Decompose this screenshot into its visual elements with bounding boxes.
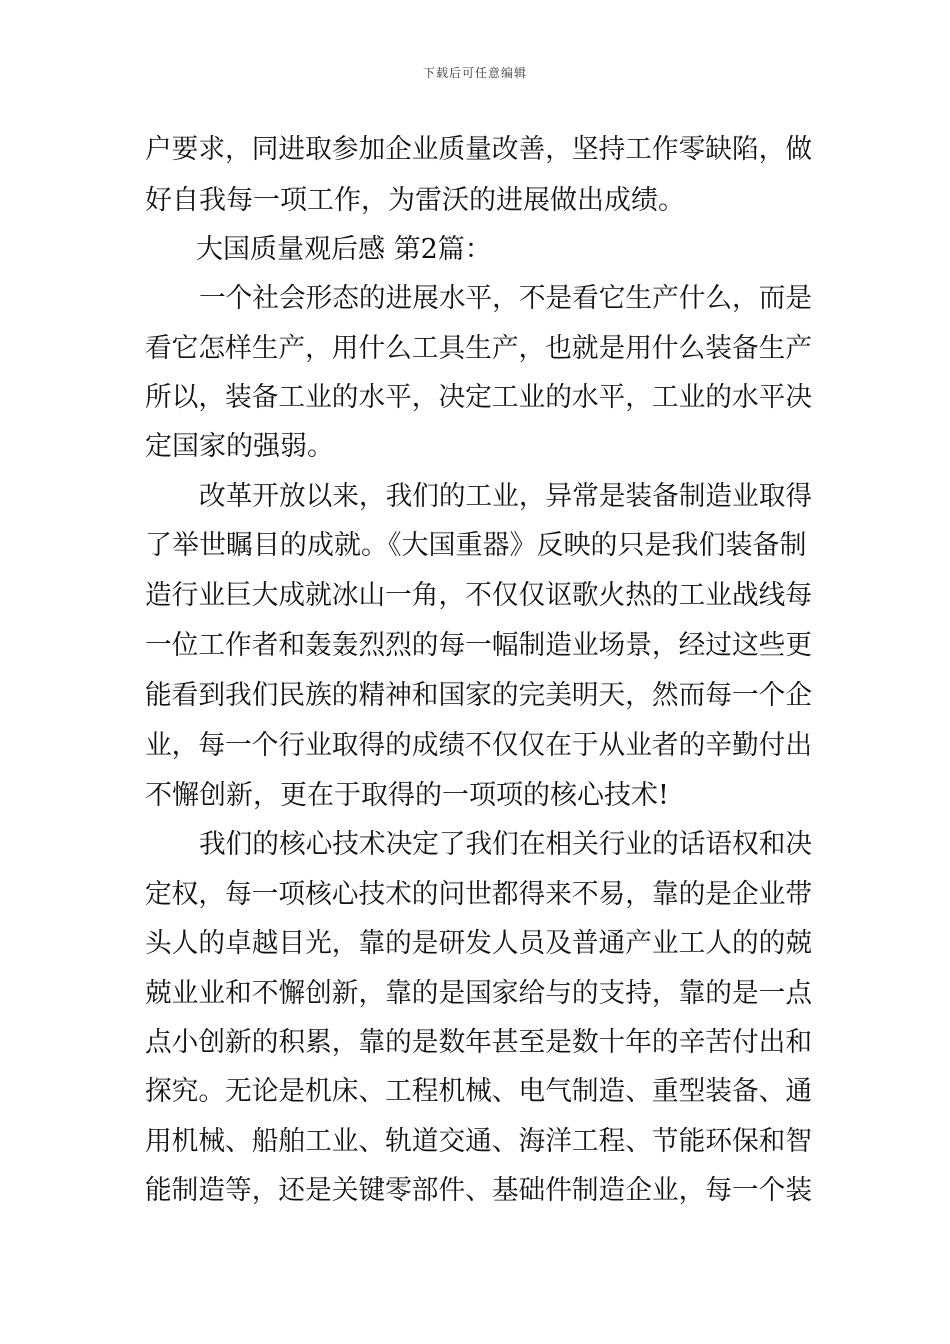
paragraph-line: 能制造等，还是关键零部件、基础件制造企业，每一个装 [145, 1175, 812, 1206]
paragraph-line: 头人的卓越目光，靠的是研发人员及普通产业工人的的兢 [145, 928, 812, 959]
paragraph-line: 兢业业和不懈创新，靠的是国家给与的支持，靠的是一点 [145, 978, 812, 1009]
paragraph-line: 户要求，同进取参加企业质量改善，坚持工作零缺陷，做 [145, 134, 812, 165]
paragraph-line: 不懈创新，更在于取得的一项项的核心技术! [145, 780, 669, 811]
paragraph-line: 定国家的强弱。 [145, 431, 334, 462]
paragraph-line: 点小创新的积累，靠的是数年甚至是数十年的辛苦付出和 [145, 1027, 812, 1058]
paragraph-line: 我们的核心技术决定了我们在相关行业的话语权和决 [199, 829, 812, 860]
paragraph-line: 一个社会形态的进展水平，不是看它生产什么，而是 [199, 283, 812, 314]
paragraph-line: 所以，装备工业的水平，决定工业的水平，工业的水平决 [145, 382, 812, 413]
paragraph-line: 一位工作者和轰轰烈烈的每一幅制造业场景，经过这些更 [145, 630, 812, 661]
paragraph-line: 能看到我们民族的精神和国家的完美明天，然而每一个企 [145, 680, 812, 711]
paragraph-line: 造行业巨大成就冰山一角，不仅仅讴歌火热的工业战线每 [145, 580, 812, 611]
section-heading: 大国质量观后感 第2篇： [196, 234, 492, 265]
paragraph-line: 用机械、船舶工业、轨道交通、海洋工程、节能环保和智 [145, 1126, 812, 1157]
paragraph-line: 看它怎样生产，用什么工具生产，也就是用什么装备生产 [145, 333, 812, 364]
paragraph-line: 改革开放以来，我们的工业，异常是装备制造业取得 [199, 481, 812, 512]
paragraph-line: 了举世瞩目的成就。《大国重器》反映的只是我们装备制 [145, 530, 807, 561]
paragraph-line: 好自我每一项工作，为雷沃的进展做出成绩。 [145, 185, 685, 216]
paragraph-line: 定权，每一项核心技术的问世都得来不易，靠的是企业带 [145, 879, 812, 910]
page-header-note: 下载后可任意编辑 [422, 66, 527, 80]
paragraph-line: 探究。无论是机床、工程机械、电气制造、重型装备、通 [145, 1076, 812, 1107]
paragraph-line: 业，每一个行业取得的成绩不仅仅在于从业者的辛勤付出 [145, 730, 812, 761]
